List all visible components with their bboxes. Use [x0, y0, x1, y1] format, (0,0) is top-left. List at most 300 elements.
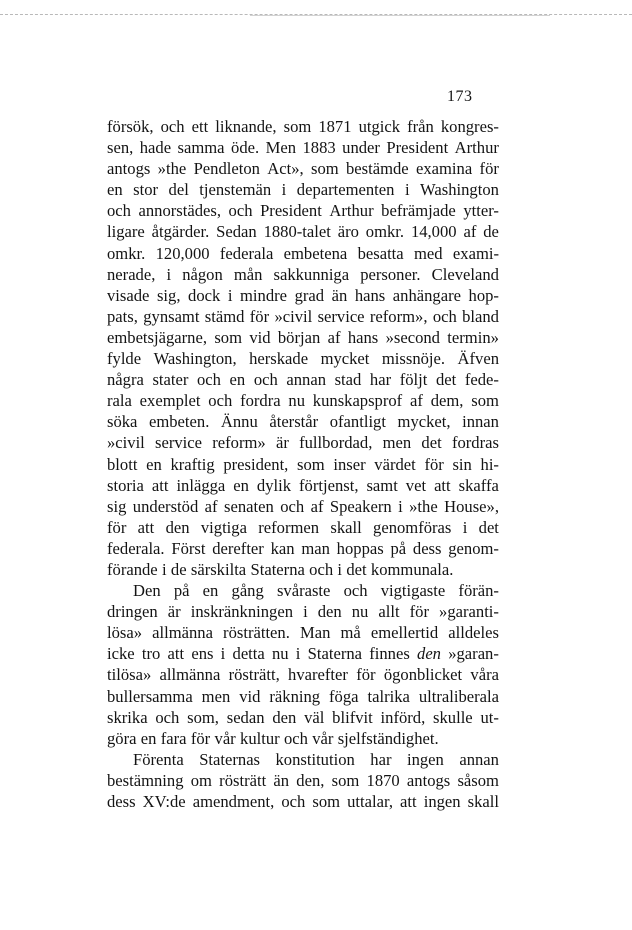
- word: förtjenst,: [299, 475, 359, 495]
- word: men: [382, 433, 412, 453]
- word: den: [417, 644, 441, 664]
- word: Staternas: [199, 749, 261, 769]
- word: af: [204, 496, 218, 516]
- word: införd,: [380, 707, 426, 727]
- word: återstår: [269, 412, 319, 432]
- text-line: [107, 707, 499, 728]
- word: i: [161, 559, 167, 579]
- word: i: [398, 496, 403, 516]
- word: mycket,: [397, 412, 451, 432]
- word: Den: [133, 581, 161, 601]
- word: dringen: [107, 602, 158, 622]
- word: att: [137, 517, 155, 537]
- word: några: [107, 370, 144, 390]
- word: nu: [351, 602, 369, 622]
- word: är: [275, 433, 289, 453]
- word: följt: [399, 370, 428, 390]
- word: och: [228, 201, 253, 221]
- word: dylik: [256, 475, 292, 495]
- word: bestämning: [107, 770, 184, 790]
- word: antogs: [107, 159, 151, 179]
- text-line: [107, 580, 499, 601]
- word: gång: [231, 581, 264, 601]
- text-line: [107, 791, 499, 812]
- word: fordra: [240, 391, 281, 411]
- word: rösträtt: [219, 770, 267, 790]
- word: i: [281, 180, 287, 200]
- word: som,: [187, 707, 219, 727]
- word: söka: [107, 412, 138, 432]
- word: och: [309, 559, 334, 579]
- text-line: [107, 390, 499, 411]
- word: hoppas: [336, 538, 384, 558]
- word: 1871: [318, 117, 352, 136]
- word: vid: [249, 327, 271, 347]
- word: embeten.: [148, 412, 210, 432]
- word: på: [173, 581, 190, 601]
- word: och: [155, 707, 180, 727]
- word: stor: [133, 180, 159, 200]
- word: Sedan: [216, 222, 257, 242]
- word: rala: [107, 391, 132, 411]
- word: dess: [412, 538, 442, 558]
- word: genom-: [448, 538, 499, 558]
- word: som: [331, 770, 360, 790]
- word: och: [283, 728, 308, 748]
- word: »civil: [274, 306, 313, 326]
- text-line: [107, 538, 499, 559]
- word: skall: [330, 517, 362, 537]
- text-line: [107, 243, 499, 264]
- word: inlägga: [176, 475, 226, 495]
- word: om: [190, 770, 212, 790]
- word: sedan: [226, 707, 265, 727]
- word: detta: [232, 644, 265, 664]
- text-line: [107, 158, 499, 179]
- word: annan: [459, 749, 499, 769]
- word: att: [434, 475, 451, 495]
- word: Arthur: [454, 138, 499, 158]
- word: kan: [270, 538, 295, 558]
- word: Washington: [420, 180, 499, 200]
- word: Pendleton: [193, 159, 260, 179]
- text-line: [107, 411, 499, 432]
- word: tjenstemän: [199, 180, 272, 200]
- word: på: [390, 538, 407, 558]
- word: herskade: [249, 349, 309, 369]
- word: nu: [288, 391, 305, 411]
- word: vigtiga: [200, 517, 247, 537]
- word: fylde: [107, 349, 142, 369]
- text-line: [107, 664, 499, 685]
- scan-edge-line-secondary: [250, 15, 550, 16]
- word: grad: [294, 285, 325, 305]
- word: allmänna: [152, 623, 213, 643]
- word: »garanti-: [439, 602, 499, 622]
- word: bullersamma: [107, 686, 193, 706]
- word: rösträtt,: [228, 665, 280, 685]
- word: mindre: [240, 285, 288, 305]
- word: genomföras: [373, 517, 452, 537]
- text-line: [107, 137, 499, 158]
- word: den: [272, 707, 297, 727]
- word: exemplet: [139, 391, 201, 411]
- text-line: [107, 454, 499, 475]
- word: ligare: [107, 222, 145, 242]
- word: termin»: [447, 327, 499, 347]
- text-line: [107, 559, 499, 580]
- word: besatta: [357, 243, 404, 263]
- word: ögonblicket: [383, 665, 463, 685]
- word: hvarefter: [288, 665, 348, 685]
- text-line: [107, 432, 499, 453]
- word: att: [400, 792, 417, 811]
- word: allmänna: [159, 665, 221, 685]
- word: talrika: [367, 686, 410, 706]
- word: den: [165, 517, 190, 537]
- word: en: [233, 475, 249, 495]
- word: »the: [409, 496, 438, 516]
- word: Man: [299, 623, 331, 643]
- word: departementen: [296, 180, 395, 200]
- word: 14,000: [410, 222, 457, 242]
- word: uttalar,: [347, 792, 393, 811]
- word: rösträtten.: [223, 623, 290, 643]
- word: i: [227, 285, 233, 305]
- word: del: [168, 180, 189, 200]
- text-line: [107, 475, 499, 496]
- word: Äfven: [457, 349, 499, 369]
- text-line: [107, 622, 499, 643]
- word: ofantligt: [329, 412, 386, 432]
- word: alldeles: [448, 623, 499, 643]
- word: fara: [160, 728, 187, 748]
- word: utgick: [358, 117, 401, 136]
- word: fordras: [451, 433, 499, 453]
- word: det: [421, 433, 442, 453]
- text-line: [107, 770, 499, 791]
- word: och: [281, 792, 306, 811]
- word: 120,000: [155, 243, 210, 263]
- word: som: [214, 327, 242, 347]
- word: vår: [312, 728, 334, 748]
- word: i: [462, 517, 468, 537]
- word: som: [471, 391, 499, 411]
- word: med: [414, 243, 443, 263]
- text-line: [107, 200, 499, 221]
- word: förän-: [458, 581, 499, 601]
- word: räkning: [269, 686, 321, 706]
- word: för: [409, 602, 429, 622]
- word: »second: [385, 327, 440, 347]
- word: service: [155, 433, 203, 453]
- word: visade: [107, 285, 150, 305]
- word: hi-: [480, 454, 499, 474]
- word: det: [346, 559, 367, 579]
- word: må: [340, 623, 361, 643]
- word: kultur: [240, 728, 280, 748]
- word: för: [107, 517, 127, 537]
- word: mån: [233, 264, 263, 284]
- word: lösa»: [107, 623, 143, 643]
- word: sig,: [156, 285, 181, 305]
- word: gynsamt: [143, 306, 200, 326]
- word: service: [317, 306, 365, 326]
- word: annorstädes,: [138, 201, 221, 221]
- word: personer.: [360, 264, 421, 284]
- word: antogs: [406, 770, 451, 790]
- word: ultraliberala: [418, 686, 499, 706]
- word: sjelfständighet.: [337, 728, 439, 748]
- word: omkr.: [365, 222, 405, 242]
- word: äro: [337, 222, 359, 242]
- word: för: [356, 665, 376, 685]
- word: »civil: [107, 433, 145, 453]
- word: i: [220, 644, 226, 664]
- word: kommunala.: [370, 559, 454, 579]
- word: reform»: [212, 433, 266, 453]
- word: en: [202, 581, 219, 601]
- word: för: [479, 159, 499, 179]
- word: Act»,: [267, 159, 304, 179]
- word: särskilta: [190, 559, 247, 579]
- word: stad: [334, 370, 362, 390]
- word: öde.: [231, 138, 260, 158]
- word: President: [386, 138, 449, 158]
- word: dock: [188, 285, 221, 305]
- text-line: [107, 643, 499, 664]
- page-number: 173: [447, 88, 473, 105]
- text-line: [107, 179, 499, 200]
- text-line: [107, 686, 499, 707]
- word: samma: [177, 138, 225, 158]
- word: dem,: [430, 391, 464, 411]
- word: inskränkningen: [190, 602, 294, 622]
- word: Washington,: [153, 349, 237, 369]
- word: och: [280, 496, 305, 516]
- word: hop-: [468, 285, 499, 305]
- word: tilösa»: [107, 665, 152, 685]
- word: är: [167, 602, 181, 622]
- word: början: [277, 327, 321, 347]
- word: göra: [107, 728, 137, 748]
- word: innan: [462, 412, 499, 432]
- word: vigtigaste: [380, 581, 446, 601]
- word: i: [303, 602, 308, 622]
- word: amendment,: [192, 792, 275, 811]
- text-line: [107, 348, 499, 369]
- text-line: [107, 221, 499, 242]
- word: ingen: [406, 749, 444, 769]
- text-line: [107, 728, 499, 749]
- word: konstitution: [275, 749, 355, 769]
- word: 1883: [302, 138, 336, 158]
- word: vår: [214, 728, 236, 748]
- word: Speakern: [329, 496, 392, 516]
- word: en: [140, 728, 157, 748]
- word: tro: [141, 644, 161, 664]
- word: att: [167, 644, 185, 664]
- word: icke: [107, 644, 135, 664]
- word: såsom: [457, 770, 499, 790]
- word: XV:de: [142, 792, 186, 811]
- word: allt: [378, 602, 400, 622]
- word: Först: [171, 538, 206, 558]
- word: Staterna: [250, 559, 305, 579]
- word: för: [249, 306, 270, 326]
- word: stämd: [204, 306, 245, 326]
- word: åtgärder.: [151, 222, 210, 242]
- word: från: [407, 117, 434, 136]
- word: svåraste: [276, 581, 331, 601]
- word: missnöje.: [381, 349, 446, 369]
- word: än: [331, 285, 348, 305]
- word: exami-: [452, 243, 499, 263]
- word: dess: [107, 792, 136, 811]
- word: Cleveland: [431, 264, 499, 284]
- word: väl: [304, 707, 325, 727]
- word: ens: [191, 644, 214, 664]
- word: emellertid: [370, 623, 439, 643]
- word: och: [253, 370, 278, 390]
- word: fullbordad,: [299, 433, 373, 453]
- text-line: [107, 327, 499, 348]
- word: för: [190, 728, 211, 748]
- word: har: [370, 749, 392, 769]
- text-line: [107, 601, 499, 622]
- body-text: [107, 116, 499, 812]
- word: men: [201, 686, 231, 706]
- word: förande: [107, 559, 158, 579]
- word: i: [166, 264, 172, 284]
- word: fede-: [464, 370, 499, 390]
- word: och: [432, 306, 457, 326]
- word: anhängare: [392, 285, 461, 305]
- word: hans: [354, 285, 386, 305]
- word: den,: [296, 770, 325, 790]
- word: och: [196, 370, 221, 390]
- word: Ännu: [220, 412, 258, 432]
- word: vet: [405, 475, 427, 495]
- word: reform»,: [369, 306, 428, 326]
- word: ytter-: [463, 201, 499, 221]
- word: ingen: [423, 792, 461, 811]
- word: har: [369, 370, 392, 390]
- word: Arthur: [329, 201, 374, 221]
- word: vid: [239, 686, 261, 706]
- word: blott: [107, 454, 138, 474]
- word: ett: [191, 117, 209, 136]
- word: det: [478, 517, 499, 537]
- word: skrika: [107, 707, 148, 727]
- word: värdet: [374, 454, 416, 474]
- word: stater: [152, 370, 189, 390]
- word: och: [107, 201, 131, 221]
- word: annan: [286, 370, 326, 390]
- word: federala: [219, 243, 274, 263]
- word: 1870: [366, 770, 400, 790]
- text-line: [107, 264, 499, 285]
- word: i: [404, 180, 410, 200]
- word: och: [160, 117, 185, 136]
- word: en: [146, 454, 162, 474]
- word: federala.: [107, 538, 165, 558]
- word: försök,: [107, 117, 154, 136]
- word: som: [283, 117, 312, 136]
- word: nu: [271, 644, 289, 664]
- word: en: [229, 370, 246, 390]
- word: och: [343, 581, 368, 601]
- word: president,: [223, 454, 289, 474]
- word: en: [107, 180, 123, 200]
- word: kunskapsprof: [312, 391, 403, 411]
- text-line: [107, 496, 499, 517]
- word: i: [295, 644, 301, 664]
- word: och: [208, 391, 233, 411]
- word: i: [337, 559, 343, 579]
- word: af: [410, 391, 423, 411]
- word: sin: [452, 454, 472, 474]
- word: hans: [347, 327, 379, 347]
- word: som: [297, 454, 325, 474]
- word: kongres-: [440, 117, 499, 136]
- word: embetsjägarne,: [107, 327, 207, 347]
- word: 1880-talet: [263, 222, 331, 242]
- word: de: [483, 222, 499, 242]
- word: mycket: [320, 349, 370, 369]
- word: föga: [329, 686, 359, 706]
- text-line: [107, 749, 499, 770]
- word: än: [273, 770, 290, 790]
- word: de: [170, 559, 187, 579]
- word: Staterna: [307, 644, 363, 664]
- word: President: [260, 201, 322, 221]
- text-line: [107, 116, 499, 137]
- text-line: [107, 306, 499, 327]
- word: ut-: [480, 707, 499, 727]
- word: någon: [182, 264, 223, 284]
- word: blifvit: [332, 707, 373, 727]
- word: understöd: [132, 496, 199, 516]
- word: nerade,: [107, 264, 156, 284]
- word: som: [311, 159, 339, 179]
- word: Men: [265, 138, 297, 158]
- text-line: [107, 285, 499, 306]
- word: den: [317, 602, 342, 622]
- word: storia: [107, 475, 144, 495]
- word: finnes: [369, 644, 410, 664]
- word: det: [435, 370, 457, 390]
- word: af: [310, 496, 324, 516]
- word: reformen: [258, 517, 320, 537]
- word: skall: [467, 792, 499, 811]
- word: senaten: [224, 496, 274, 516]
- word: embetena: [283, 243, 348, 263]
- word: sen,: [107, 138, 134, 158]
- word: af: [463, 222, 477, 242]
- word: »the: [157, 159, 187, 179]
- word: skaffa: [458, 475, 499, 495]
- word: derefter: [212, 538, 264, 558]
- word: att: [151, 475, 169, 495]
- word: bland: [462, 306, 499, 326]
- word: samt: [366, 475, 398, 495]
- text-line: [107, 517, 499, 538]
- word: inser: [333, 454, 366, 474]
- word: sakkunniga: [273, 264, 350, 284]
- word: bestämde: [346, 159, 409, 179]
- text-line: [107, 369, 499, 390]
